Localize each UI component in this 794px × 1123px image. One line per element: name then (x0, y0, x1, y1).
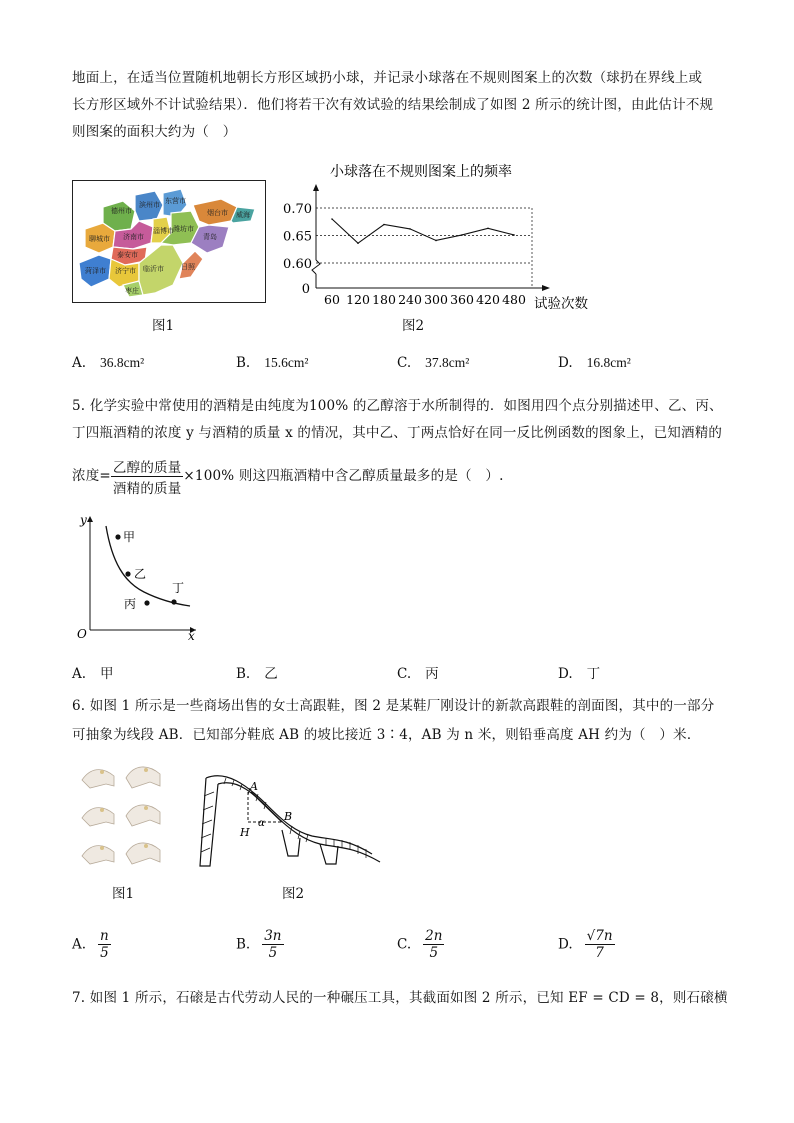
svg-text:滨州市: 滨州市 (139, 201, 160, 209)
data-point (383, 224, 385, 226)
frequency-series-line (332, 219, 514, 243)
label-alpha: α (258, 818, 265, 829)
label-h: H (240, 826, 250, 839)
origin-label: O (77, 627, 87, 641)
heel (200, 778, 218, 866)
svg-text:淄博市: 淄博市 (153, 227, 174, 235)
x-tick-label: 240 (398, 292, 422, 307)
shoe-2 (126, 767, 160, 788)
x-tick-label: 360 (450, 292, 474, 307)
q5-formula-line (72, 456, 504, 497)
data-point (357, 242, 359, 244)
point-yi (125, 571, 130, 576)
shoe-4 (126, 805, 160, 826)
point-jia (115, 534, 120, 539)
q6-text-line-1: 6. 如图 1 所示是一些商场出售的女士高跟鞋，图 2 是某鞋厂刚设计的新款高跟鞋的剖面图，其中的一部分 (72, 698, 715, 714)
q7-text-line-1: 7. 如图 1 所示，石磙是古代劳动人民的一种碾压工具，其截面如图 2 所示，已知 EF = CD = 8，则石磙横 (72, 990, 728, 1006)
svg-text:枣庄: 枣庄 (125, 287, 139, 295)
shandong-map (73, 181, 265, 302)
y-tick-label: 0.70 (283, 202, 312, 217)
q4-text-line-1: 地面上，在适当位置随机地朝长方形区域扔小球，并记录小球落在不规则图案上的次数（球扔在界线上或 (72, 70, 703, 86)
label-a: A (250, 780, 258, 793)
q6-figure-1-caption: 图1 (112, 886, 135, 902)
x-tick-label: 180 (372, 292, 396, 307)
q5-option-a: A. 甲 (72, 666, 114, 682)
q5-text-line-1: 5. 化学实验中常使用的酒精是由纯度为100% 的乙醇溶于水所制得的．如图用四个点分别描述甲、乙、丙、 (72, 398, 723, 414)
q4-figure-1-map (72, 180, 266, 303)
frequency-line-chart (283, 160, 606, 320)
svg-text:德州市: 德州市 (111, 207, 132, 215)
q6-option-a: A. $\frac{n}{5}$ (72, 928, 109, 961)
q6-figure-2-caption: 图2 (282, 886, 305, 902)
svg-text:潍坊市: 潍坊市 (173, 225, 194, 233)
map-region-dezhou (103, 201, 135, 231)
svg-text:聊城市: 聊城市 (89, 235, 110, 243)
svg-text:泰安市: 泰安市 (117, 251, 138, 259)
svg-text:威海: 威海 (236, 211, 250, 219)
x-tick-label: 120 (346, 292, 370, 307)
q4-option-b: B. 15.6cm² (236, 355, 309, 371)
y-axis-break (312, 260, 320, 274)
point-ding (171, 599, 176, 604)
svg-text:烟台市: 烟台市 (207, 209, 228, 217)
y-label: y (80, 513, 87, 527)
data-point (409, 228, 411, 230)
shoe-5 (82, 846, 114, 864)
formula-prefix: 浓度= (72, 468, 111, 484)
shoe-sole-cross-section (196, 770, 390, 874)
svg-text:菏泽市: 菏泽市 (85, 267, 106, 275)
q5-option-c: C. 丙 (397, 666, 439, 682)
x-tick-label: 480 (502, 292, 526, 307)
q6-figure-1-shoes (76, 758, 168, 876)
x-axis-label: 试验次数 (534, 296, 588, 312)
y-axis-arrow (313, 184, 319, 191)
q4-option-a: A. 36.8cm² (72, 355, 145, 371)
label-bing: 丙 (124, 597, 137, 611)
svg-text:东营市: 东营市 (165, 197, 186, 205)
x-tick-label: 420 (476, 292, 500, 307)
q6-text-line-2: 可抽象为线段 AB．已知部分鞋底 AB 的坡比接近 3∶4，AB 为 n 米，则铅垂高度 AH 约为（ ）米． (72, 727, 701, 743)
x-tick-label: 300 (424, 292, 448, 307)
q4-option-c: C. 37.8cm² (397, 355, 470, 371)
svg-text:济南市: 济南市 (123, 233, 144, 241)
x-label: x (188, 629, 195, 643)
q5-option-d: D. 丁 (558, 666, 601, 682)
y-tick-label: 0.60 (283, 257, 312, 272)
q6-option-d: D. $\frac{√7n}{7}$ (558, 928, 613, 961)
y-tick-label: 0 (301, 282, 310, 297)
label-b: B (284, 810, 293, 823)
q5-text-line-2: 丁四瓶酒精的浓度 y 与酒精的质量 x 的情况，其中乙、丁两点恰好在同一反比例函数的图象上，已知酒精的 (72, 425, 723, 441)
q6-option-c: C. $\frac{2n}{5}$ (397, 928, 443, 961)
y-axis-arrow (87, 516, 93, 522)
data-point (461, 234, 463, 236)
q4-figure-2-caption: 图2 (402, 318, 425, 334)
data-point (331, 218, 333, 220)
data-point (513, 234, 515, 236)
q5-graph (72, 512, 202, 642)
formula-suffix: ×100% 则这四瓶酒精中含乙醇质量最多的是（ ）. (183, 468, 504, 484)
label-ding: 丁 (172, 581, 185, 595)
svg-text:日照: 日照 (181, 263, 195, 271)
svg-text:临沂市: 临沂市 (143, 265, 164, 273)
data-point (435, 240, 437, 242)
point-bing (144, 600, 149, 605)
q4-figure-1-caption: 图1 (152, 318, 175, 334)
concentration-fraction: $\frac{\text{乙醇的质量}}{\text{酒精的质量}}$ (111, 456, 184, 497)
q4-text-line-2: 长方形区域外不计试验结果）．他们将若干次有效试验的结果绘制成了如图 2 所示的统计图，由此估计不规 (72, 97, 714, 113)
x-axis-arrow (542, 285, 550, 291)
data-point (487, 228, 489, 230)
shoe-6 (126, 843, 160, 864)
label-jia: 甲 (123, 530, 136, 544)
high-heel-shoes-image (76, 758, 168, 876)
q4-text-line-3: 则图案的面积大约为（ ） (72, 124, 237, 140)
q4-figure-2-chart (283, 160, 606, 320)
q5-option-b: B. 乙 (236, 666, 278, 682)
q4-option-d: D. 16.8cm² (558, 355, 631, 371)
shoe-3 (82, 808, 114, 826)
q6-option-b: B. $\frac{3n}{5}$ (236, 928, 282, 961)
y-tick-label: 0.65 (283, 229, 312, 245)
label-yi: 乙 (134, 567, 147, 581)
inverse-function-graph (72, 512, 202, 642)
x-tick-label: 60 (324, 292, 340, 307)
svg-text:济宁市: 济宁市 (115, 267, 136, 275)
segment-ab (251, 792, 282, 822)
shoe-1 (82, 770, 114, 788)
q6-figure-2-cross-section (196, 770, 390, 874)
chart-title: 小球落在不规则图案上的频率 (330, 164, 512, 180)
svg-text:青岛: 青岛 (203, 233, 217, 241)
